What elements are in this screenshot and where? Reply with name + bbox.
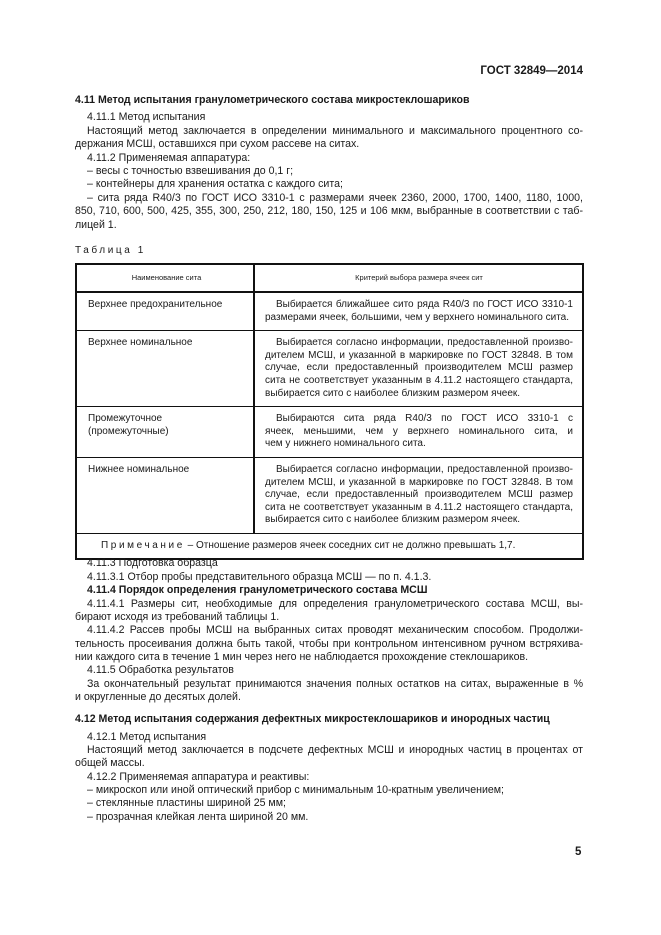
text-line: 4.11.3 Подготовка образца	[87, 557, 218, 569]
sieve-name-cell: Нижнее номинальное	[76, 457, 254, 533]
text-line: 4.11.4.1 Размеры сит, необходимые для определения гранулометрического состава МСШ, вы-	[87, 598, 583, 610]
text-line: 4.12.2 Применяемая аппаратура и реактивы:	[87, 771, 310, 783]
text-line: 4.11.2 Применяемая аппаратура:	[87, 152, 251, 164]
criterion-line: дителем МСШ, и указанной в маркировке по ГОСТ 32848. В том	[265, 349, 573, 361]
criterion-line: чем у нижнего номинального сита.	[265, 438, 426, 450]
text-line: – контейнеры для хранения остатка с каждого сита;	[87, 178, 343, 190]
page-number: 5	[575, 846, 582, 858]
text-line: 4.11.5 Обработка результатов	[87, 664, 234, 676]
criterion-line: Выбирается согласно информации, предоставленной произво-	[276, 463, 573, 475]
text-line: нии каждого сита в течение 1 мин через него не наблюдается прохождение стеклошариков.	[75, 651, 529, 663]
text-line: общей массы.	[75, 757, 145, 769]
text-line: и округленные до десятых долей.	[75, 691, 241, 703]
criterion-cell	[254, 457, 583, 533]
sieve-name-cell: Верхнее номинальное	[76, 331, 254, 407]
criterion-line: размерами ячеек, большими, чем у верхнего номинального сита.	[265, 311, 569, 323]
text-line: тельность просеивания должна быть такой, чтобы при контрольном интенсивном ручном встряхива-	[75, 638, 583, 650]
text-line: – весы с точностью взвешивания до 0,1 г;	[87, 165, 294, 177]
text-line: – сита ряда R40/3 по ГОСТ ИСО 3310-1 с размерами ячеек 2360, 2000, 1700, 1400, 1180, 1000,	[87, 192, 583, 204]
text-line: Настоящий метод заключается в подсчете дефектных МСШ и инородных частиц в процентах от	[87, 744, 583, 756]
text-line: лицей 1.	[75, 219, 117, 231]
criterion-line: Выбирается ближайшее сито ряда R40/3 по ГОСТ ИСО 3310-1	[276, 299, 573, 310]
criterion-line: случае, если предоставленный производителем МСШ размер	[265, 362, 573, 374]
sieve-name-cell: Промежуточное (промежуточные)	[76, 407, 254, 458]
document-header-id: ГОСТ 32849—2014	[480, 65, 583, 77]
table-row	[76, 331, 583, 407]
table-note-row	[76, 533, 583, 558]
text-line: 4.11.4.2 Рассев пробы МСШ на выбранных ситах проводят механическим способом. Продолжи-	[87, 624, 583, 636]
criterion-line: ячеек, меньшими, чем у верхнего номинального сита, и	[265, 425, 573, 437]
criterion-line: сита не соответствует указанным в 4.11.2 настоящего стандарта,	[265, 374, 573, 386]
criterion-line: сита не соответствует указанным в 4.11.2 настоящего стандарта,	[265, 501, 573, 513]
text-line: 4.11.1 Метод испытания	[87, 111, 206, 123]
criterion-line: случае, если предоставленный производителем МСШ размер	[265, 489, 573, 501]
criterion-line: выбирается сито с наиболее близким размером ячеек.	[265, 387, 521, 399]
table-row	[76, 292, 583, 331]
criterion-line: Выбираются сита ряда R40/3 по ГОСТ ИСО 3310-1 с	[276, 413, 573, 425]
table-caption: Таблица 1	[75, 245, 146, 256]
column-header-sieve-name: Наименование сита	[76, 264, 254, 292]
criterion-line: дителем МСШ, и указанной в маркировке по ГОСТ 32848. В том	[265, 476, 573, 488]
criterion-line: Выбирается согласно информации, предоставленной произво-	[276, 337, 573, 349]
table-row	[76, 407, 583, 458]
sieve-name-cell: Верхнее предохранительное	[76, 292, 254, 331]
text-line: – микроскоп или иной оптический прибор с минимальным 10-кратным увеличением;	[87, 784, 504, 796]
text-line: 850, 710, 600, 500, 425, 355, 300, 250, 212, 180, 150, 125 и 106 мкм, выбранные в соответствии с таб-	[75, 205, 583, 217]
text-line: 4.12 Метод испытания содержания дефектных микростеклошариков и инородных частиц	[75, 713, 550, 725]
text-line: Настоящий метод заключается в определении минимального и максимального процентного со-	[87, 125, 583, 137]
column-header-criterion: Критерий выбора размера ячеек сит	[254, 264, 583, 292]
text-line: 4.12.1 Метод испытания	[87, 731, 207, 743]
text-line: держания МСШ, оставшихся при сухом рассеве на ситах.	[75, 138, 360, 150]
text-line: 4.11.4 Порядок определения гранулометрического состава МСШ	[87, 584, 428, 596]
note-label: Примечание	[101, 539, 185, 551]
criterion-line: выбирается сито с наиболее близким размером ячеек.	[265, 514, 521, 526]
text-line: 4.11 Метод испытания гранулометрического состава микростеклошариков	[75, 94, 470, 106]
text-line: 4.11.3.1 Отбор пробы представительного образца МСШ — по п. 4.1.3.	[87, 571, 432, 583]
criterion-cell	[254, 407, 583, 458]
table-header-row	[76, 264, 583, 292]
table-row	[76, 457, 583, 533]
text-line: бирают исходя из требований таблицы 1.	[75, 611, 280, 623]
criterion-cell	[254, 292, 583, 331]
text-line: За окончательный результат принимаются значения полных остатков на ситах, выраженные в %	[87, 678, 583, 690]
note-text: – Отношение размеров ячеек соседних сит не должно превышать 1,7.	[184, 539, 516, 551]
text-line: – прозрачная клейкая лента шириной 20 мм.	[87, 811, 309, 823]
text-line: – стеклянные пластины шириной 25 мм;	[87, 797, 286, 809]
criterion-cell	[254, 331, 583, 407]
sieve-table	[75, 263, 584, 560]
